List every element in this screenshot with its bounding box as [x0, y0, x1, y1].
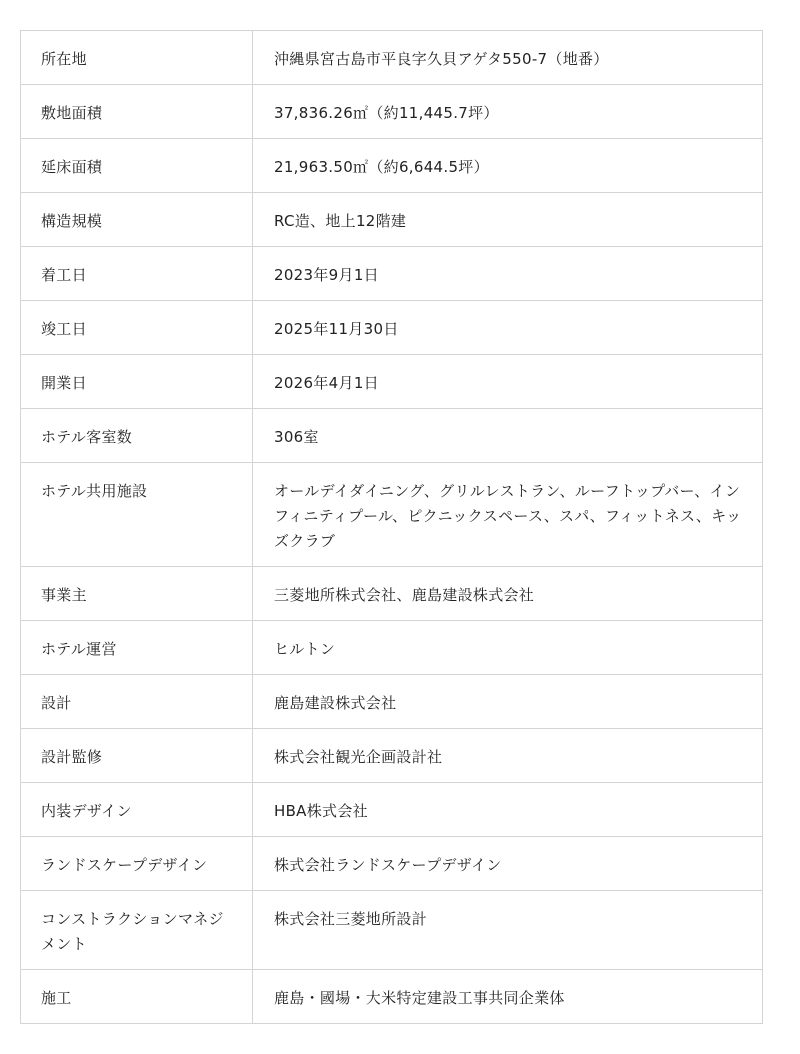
spec-row-opening	[21, 355, 763, 409]
spec-value: 21,963.50㎡（約6,644.5坪）	[253, 139, 763, 193]
spec-value: 306室	[253, 409, 763, 463]
spec-label: 構造規模	[21, 193, 253, 247]
spec-label: ホテル共用施設	[21, 463, 253, 567]
spec-value: オールデイダイニング、グリルレストラン、ルーフトップバー、インフィニティプール、ピクニックスペース、スパ、フィットネス、キッズクラブ	[253, 463, 763, 567]
spec-label: ランドスケープデザイン	[21, 837, 253, 891]
spec-value: 株式会社三菱地所設計	[253, 891, 763, 970]
spec-label: 事業主	[21, 567, 253, 621]
spec-label: 設計	[21, 675, 253, 729]
spec-value: 2026年4月1日	[253, 355, 763, 409]
spec-row-structure	[21, 193, 763, 247]
spec-label: 竣工日	[21, 301, 253, 355]
spec-label: ホテル運営	[21, 621, 253, 675]
spec-value: ヒルトン	[253, 621, 763, 675]
spec-row-completion	[21, 301, 763, 355]
spec-value: 2023年9月1日	[253, 247, 763, 301]
spec-label: 施工	[21, 970, 253, 1024]
spec-value: 37,836.26㎡（約11,445.7坪）	[253, 85, 763, 139]
spec-row-construction-management	[21, 891, 763, 970]
spec-value: 沖縄県宮古島市平良字久貝アゲタ550-7（地番）	[253, 31, 763, 85]
spec-row-operator	[21, 621, 763, 675]
spec-row-design	[21, 675, 763, 729]
spec-value: HBA株式会社	[253, 783, 763, 837]
spec-value: 三菱地所株式会社、鹿島建設株式会社	[253, 567, 763, 621]
spec-value: RC造、地上12階建	[253, 193, 763, 247]
spec-label: 所在地	[21, 31, 253, 85]
spec-value: 株式会社観光企画設計社	[253, 729, 763, 783]
spec-label: コンストラクションマネジメント	[21, 891, 253, 970]
spec-label: 延床面積	[21, 139, 253, 193]
spec-label: 着工日	[21, 247, 253, 301]
spec-row-design-supervision	[21, 729, 763, 783]
spec-row-owner	[21, 567, 763, 621]
spec-value: 鹿島建設株式会社	[253, 675, 763, 729]
spec-row-construction-start	[21, 247, 763, 301]
spec-row-floor-area	[21, 139, 763, 193]
spec-row-site-area	[21, 85, 763, 139]
spec-value: 鹿島・國場・大米特定建設工事共同企業体	[253, 970, 763, 1024]
project-spec-table	[20, 30, 763, 1024]
spec-label: 設計監修	[21, 729, 253, 783]
spec-label: 内装デザイン	[21, 783, 253, 837]
spec-row-location	[21, 31, 763, 85]
spec-label: 開業日	[21, 355, 253, 409]
spec-row-landscape-design	[21, 837, 763, 891]
spec-label: ホテル客室数	[21, 409, 253, 463]
spec-label: 敷地面積	[21, 85, 253, 139]
spec-row-facilities	[21, 463, 763, 567]
spec-value: 株式会社ランドスケープデザイン	[253, 837, 763, 891]
spec-row-contractor	[21, 970, 763, 1024]
spec-row-room-count	[21, 409, 763, 463]
spec-value: 2025年11月30日	[253, 301, 763, 355]
spec-row-interior-design	[21, 783, 763, 837]
